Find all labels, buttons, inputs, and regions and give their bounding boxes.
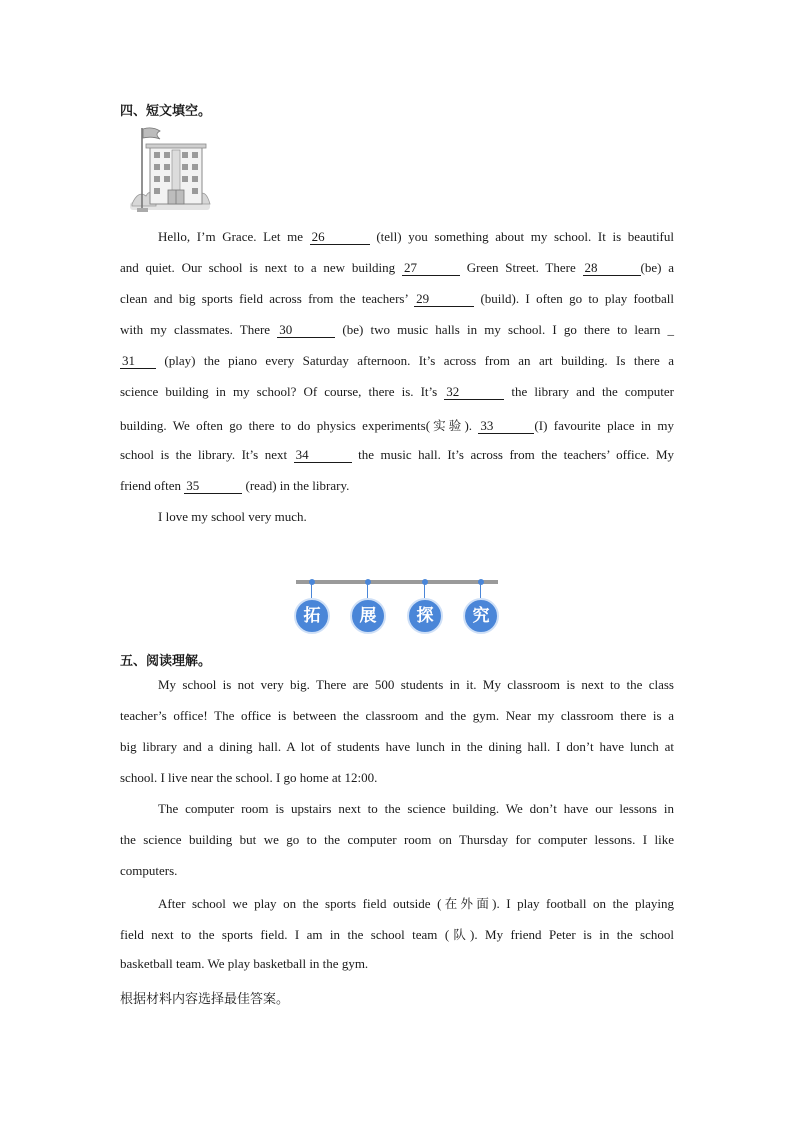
passage-line-4 (120, 322, 674, 338)
banner-stem (480, 584, 481, 598)
blank-35: 35 (184, 479, 242, 494)
banner-bar (296, 580, 498, 584)
text-fragment: and quiet. Our school is next to a new building (120, 260, 402, 275)
reading-line-10: basketball team. We play basketball in the gym. (120, 956, 369, 971)
banner-char-3: 探 (407, 598, 443, 634)
text-fragment: Green Street. There (459, 260, 583, 275)
text-fragment: (read) in the library. (242, 478, 350, 493)
text-fragment: (be) a (640, 260, 675, 275)
text-fragment: (be) two music halls in my school. I go there to learn _ (335, 322, 674, 337)
banner-dot (365, 579, 371, 585)
text-fragment: 队 (449, 927, 471, 942)
text-fragment: building. We often go there to do physics experiments( (120, 418, 431, 433)
reading-instruction: 根据材料内容选择最佳答案。 (120, 992, 290, 1007)
reading-line-1: My school is not very big. There are 500 students in it. My classroom is next to the class (158, 677, 674, 692)
text-fragment: (tell) you something about my school. It is beautiful (369, 229, 674, 244)
blank-34: 34 (294, 448, 352, 463)
text-fragment: the library and the computer (504, 384, 675, 399)
text-fragment: friend often (120, 478, 185, 493)
text-fragment: field next to the sports field. I am in the school team ( (120, 927, 450, 942)
text-fragment: ). My friend Peter is in the school (470, 927, 674, 942)
blank-32: 32 (444, 385, 504, 400)
text-fragment: 实验 (430, 418, 465, 433)
passage-line-9 (120, 478, 674, 494)
banner-char-2: 展 (350, 598, 386, 634)
blank-26: 26 (310, 230, 370, 245)
passage-line-3 (120, 291, 674, 307)
blank-27: 27 (402, 261, 460, 276)
reading-line-7: computers. (120, 863, 178, 878)
text-fragment: the music hall. It’s across from the teachers’ office. My (351, 447, 674, 462)
text-fragment: ). I play football on the playing (492, 896, 674, 911)
text-fragment: (build). I often go to play football (474, 291, 674, 306)
blank-30: 30 (277, 323, 335, 338)
passage-line-5 (120, 353, 674, 369)
reading-line-5: The computer room is upstairs next to the science building. We don’t have our lessons in (158, 801, 674, 816)
reading-line-8 (158, 894, 674, 912)
passage-line-1 (158, 229, 674, 245)
reading-line-3: big library and a dining hall. A lot of students have lunch in the dining hall. I don’t have lunch at (120, 739, 674, 754)
banner-stem (424, 584, 425, 598)
school-building-icon (128, 124, 212, 216)
text-fragment: with my classmates. There (120, 322, 278, 337)
blank-33: 33 (478, 419, 534, 434)
passage-line-8 (120, 447, 674, 463)
reading-line-4: school. I live near the school. I go home at 12:00. (120, 770, 378, 785)
passage-line-6 (120, 384, 674, 400)
banner-stem (311, 584, 312, 598)
text-fragment: clean and big sports field across from the teachers’ (120, 291, 415, 306)
banner-dot (422, 579, 428, 585)
text-fragment: (I) favourite place in my (534, 418, 674, 433)
text-fragment: ). (464, 418, 479, 433)
banner-stem (367, 584, 368, 598)
text-fragment: 在外面 (441, 896, 493, 911)
blank-31: 31 (120, 354, 156, 369)
text-fragment: (play) the piano every Saturday afternoon. It’s across from an art building. Is there a (156, 353, 674, 368)
reading-line-6: the science building but we go to the computer room on Thursday for computer lessons. I like (120, 832, 674, 847)
text-fragment: school is the library. It’s next (120, 447, 294, 462)
blank-29: 29 (414, 292, 474, 307)
reading-line-2: teacher’s office! The office is between the classroom and the gym. Near my classroom there is a (120, 708, 674, 723)
extension-banner (294, 576, 500, 638)
passage-line-7 (120, 416, 674, 434)
reading-line-9 (120, 925, 674, 943)
blank-28: 28 (583, 261, 641, 276)
banner-dot (478, 579, 484, 585)
banner-char-4: 究 (463, 598, 499, 634)
passage-closing: I love my school very much. (158, 509, 307, 524)
section5-heading: 五、阅读理解。 (120, 654, 212, 669)
text-fragment: After school we play on the sports field outside ( (158, 896, 442, 911)
banner-char-1: 拓 (294, 598, 330, 634)
text-fragment: Hello, I’m Grace. Let me (158, 229, 310, 244)
section4-heading: 四、短文填空。 (120, 104, 212, 119)
text-fragment: science building in my school? Of course, there is. It’s (120, 384, 445, 399)
banner-dot (309, 579, 315, 585)
passage-line-2 (120, 260, 674, 276)
